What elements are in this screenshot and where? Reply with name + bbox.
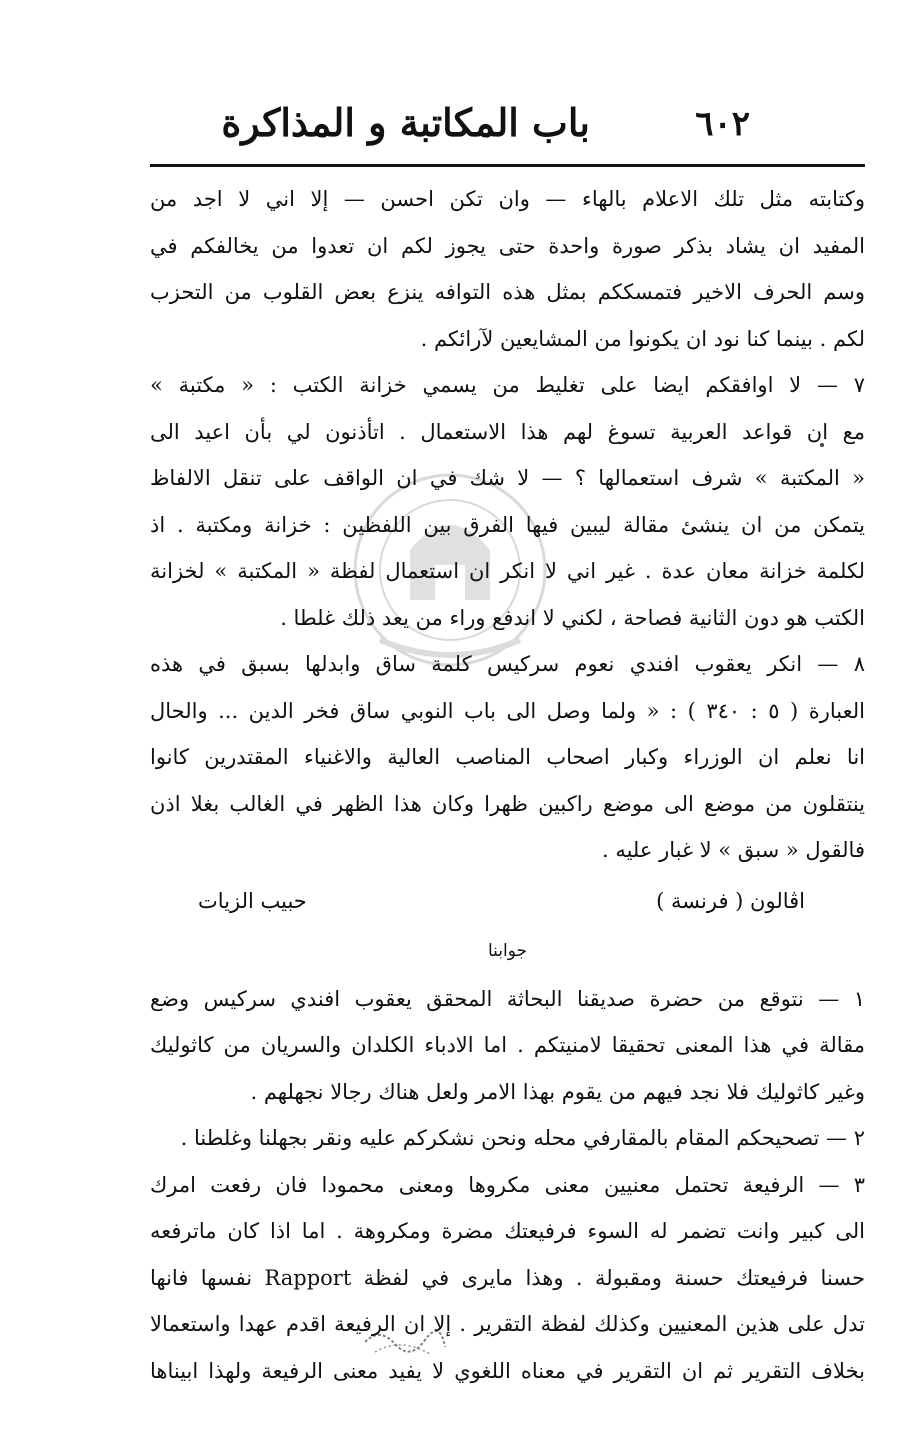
letter-line: المفيد ان يشاد بذكر صورة واحدة حتى يجوز لكم ان تعدوا من يخالفكم في: [150, 233, 865, 258]
sender-signature: حبيب الزيات: [198, 888, 307, 913]
reply-line: مقالة في هذا المعنى تحقيقا لامنيتكم . اما الادباء الكلدان والسريان من كاثوليك: [150, 1033, 865, 1057]
reply-line: ١ — نتوقع من حضرة صديقنا البحاثة المحقق يعقوب افندي سركيس وضع: [150, 986, 865, 1011]
letter-line: « المكتبة » شرف استعمالها ؟ — لا شك في ان الواقف على تنقل الالفاظ: [150, 466, 865, 490]
letter-line: لكم . بينما كنا نود ان يكونوا من المشايعين لآرائكم .: [420, 326, 865, 351]
reply-line: الى كبير وانت تضمر له السوء فرفيعتك مضرة ومكروهة . اما اذا كان ماترفعه: [150, 1219, 865, 1243]
sender-place: اڤالون ( فرنسة ): [656, 888, 805, 913]
article-body: [150, 176, 865, 1394]
reply-line: وغير كاثوليك فلا نجد فيهم من يقوم بهذا الامر ولعل هناك رجالا نجهلهم .: [250, 1079, 865, 1104]
page-number: ٦٠٢: [695, 104, 750, 144]
reply-heading: جوابنا: [487, 940, 528, 961]
signature-block: [150, 874, 865, 926]
letter-line: الكتب هو دون الثانية فصاحة ، لكني لا اندفع وراء من يعد ذلك غلطا .: [280, 605, 865, 630]
reply-line: ٣ — الرفيعة تحتمل معنيين معنى مكروها ومعنى محمودا فان رفعت امرك: [150, 1172, 865, 1197]
reply-line: تدل على هذين المعنيين وكذلك لفظة التقرير . إلا ان الرفيعة اقدم عهدا واستعمالا: [150, 1312, 865, 1336]
letter-line: فالقول « سبق » لا غبار عليه .: [601, 838, 865, 862]
header-rule: [150, 164, 865, 167]
letter-line: انا نعلم ان الوزراء وكبار اصحاب المناصب العالية والاغنياء المقتدرين كانوا: [150, 745, 865, 769]
letter-line: وسم الحرف الاخير فتمسككم بمثل هذه التوافه ينزع بعض القلوب من التحزب: [150, 280, 865, 304]
letter-line: وكتابته مثل تلك الاعلام بالهاء — وان تكن احسن — إلا اني لا اجد من: [150, 187, 865, 211]
letter-line: العبارة ( ٥ : ٣٤٠ ) : « ولما وصل الى باب النوبي ساق فخر الدين ... والحال: [150, 698, 865, 723]
ink-smudge: [360, 1322, 450, 1362]
letter-line: ينتقلون من موضع الى موضع راكبين ظهرا وكان هذا الظهر في الغالب بغلا اذن: [150, 791, 865, 816]
letter-line: يتمكن من ان ينشئ مقالة ليبين فيها الفرق بين اللفظين : خزانة ومكتبة . اذ: [150, 512, 865, 537]
page-header: [150, 96, 750, 156]
letter-line: مع ان قواعد العربية تسوغ لهم هذا الاستعمال . اتأذنون لي بأن اعيد الى: [150, 419, 865, 444]
reply-line: ٢ — تصحيحكم المقام بالمقارفي محله ونحن نشكركم عليه ونقر بجهلنا وغلطنا .: [180, 1126, 865, 1150]
running-title: باب المكاتبة و المذاكرة: [221, 100, 590, 145]
letter-line: ٧ — لا اوافقكم ايضا على تغليط من يسمي خزانة الكتب : « مكتبة »: [150, 373, 865, 397]
reply-line: بخلاف التقرير ثم ان التقرير في معناه اللغوي لا يفيد معنى الرفيعة ولهذا ابيناها: [150, 1358, 865, 1383]
reply-line: حسنا فرفيعتك حسنة ومقبولة . وهذا مايرى في لفظة Rapport نفسها فانها: [150, 1265, 865, 1290]
letter-line: لكلمة خزانة معان عدة . غير اني لا انكر ان استعمال لفظة « المكتبة » لخزانة: [150, 559, 865, 583]
letter-line: ٨ — انكر يعقوب افندي نعوم سركيس كلمة ساق وابدلها بسبق في هذه: [150, 652, 865, 676]
